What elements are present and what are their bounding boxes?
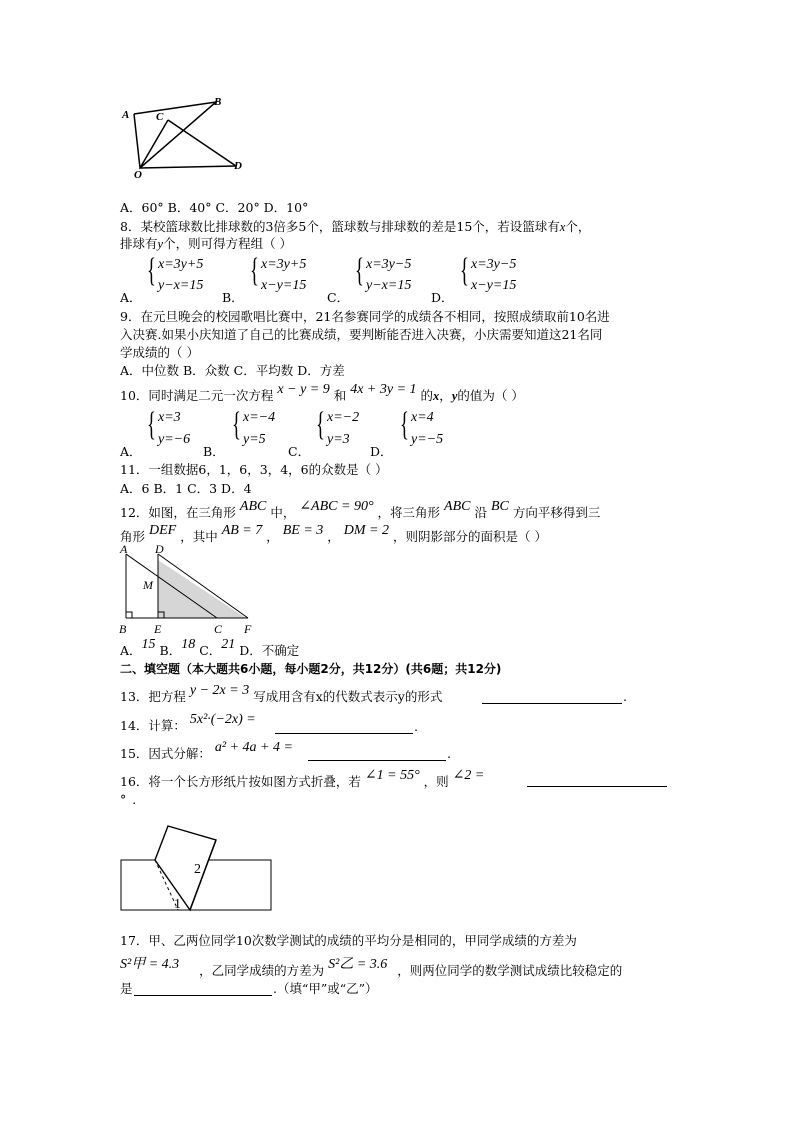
q12-sep1: ， [266,529,279,544]
q10-var-x: x [433,389,440,403]
q17-line3-post: .（填“甲”或“乙”） [273,981,378,996]
q8-text2-pre: 排球有 [120,236,158,251]
q9-line2: 入决赛.如果小庆知道了自己的比赛成绩，要判断能否进入决赛，小庆需要知道这21名同 [120,327,603,342]
q13-post: 写成用含有x的代数式表示y的形式 [253,689,443,704]
q16-line [120,768,485,791]
q10-option-c-letter: C． [288,444,311,459]
section-2-header: 二、填空题（本大题共6小题，每小题2分，共12分）(共6题；共12分) [120,662,502,676]
fig12-label-f: F [244,622,252,636]
fig12-label-a: A [120,542,128,556]
q10-eq1: x − y = 9 [277,382,330,397]
q12-line1 [120,499,601,522]
q11-options: A．6 B．1 C．3 D．4 [120,481,252,496]
q16-answer-blank[interactable] [527,786,667,787]
fig7-label-a: A [122,109,130,121]
q15-line [120,740,293,763]
q12-l1-tail: ，将三角形 [377,505,441,520]
q8-var-x: x [559,220,566,234]
q17-line1: 17．甲、乙两位同学10次数学测试的成绩的平均分是相同的，甲同学成绩的方差为 [120,933,577,948]
q14-line [120,712,256,735]
q13-eq: y − 2x = 3 [189,683,250,698]
q8-text1: 8．某校篮球数比排球数的3倍多5个，篮球数与排球数的差是15个，若设篮球有 [120,219,560,234]
q12-l1-pre: 12．如图，在三角形 [120,505,236,520]
fig12-label-e: E [154,622,162,636]
q10-option-c-eq1: x=−2 [327,410,360,425]
q8-option-d-letter: D． [431,290,454,305]
q7-options: A．60° B．40° C．20° D．10° [120,200,309,215]
q12-opt-c[interactable]: C． [199,643,222,658]
q8-line2 [120,236,292,252]
q8-option-b-letter: B． [222,290,244,305]
q12-l2-pre: 角形 [120,529,146,544]
q13-line [120,683,443,706]
q10-option-b-eq1: x=−4 [243,410,276,425]
q15-pre: 15．因式分解： [120,746,211,761]
q13-answer-blank[interactable] [482,703,622,704]
q9-line3: 学成绩的（ ） [120,345,199,360]
figure-q12-translation [116,542,266,638]
q8-option-d-eq2: x−y=15 [471,278,517,293]
q8-option-c-eq1: x=3y−5 [366,257,412,272]
q12-along: 沿 [474,505,487,520]
q10-option-c-brace: { [316,406,325,443]
q12-dm: DM = 2 [343,523,390,538]
q12-def: DEF [149,523,177,538]
figure-q7-triangles [118,96,258,182]
q10-option-c-eq2: y=3 [327,432,350,447]
q12-l1-end: 方向平移得到三 [512,505,601,520]
q12-opt-c-val: 21 [221,637,236,652]
q11-line: 11．一组数据6，1，6，3，4，6的众数是（ ） [120,462,388,477]
q17-answer-blank[interactable] [134,995,272,996]
q13-end: . [623,689,627,704]
q14-answer-blank[interactable] [275,733,413,734]
q14-expr: 5x²·(−2x) = [189,712,256,727]
q8-option-c-eq2: y−x=15 [366,278,412,293]
q10-post-pre: 的 [420,388,434,403]
q12-l1-mid: 中， [270,505,296,520]
q10-option-d-eq1: x=4 [411,410,434,425]
q8-var-y: y [157,237,164,251]
q14-pre: 14．计算： [120,718,186,733]
q16-angle2: ∠2 = [452,768,485,783]
figure-q16-folded-paper [118,820,276,915]
q12-bc: BC [490,499,509,514]
q17-s-yi: S²乙 = 3.6 [328,957,388,972]
q8-option-c-brace: { [355,252,364,289]
q16-unit [120,792,136,808]
fig12-label-c: C [214,622,223,636]
q10-option-a-eq1: x=3 [158,410,181,425]
q12-options [120,637,300,660]
fig12-label-d: D [155,542,164,556]
q12-opt-b-val: 18 [181,637,196,652]
q12-be: BE = 3 [282,523,324,538]
fig16-label-2: 2 [194,862,201,877]
q15-end: . [447,746,451,761]
q17-tail: ，则两位同学的数学测试成绩比较稳定的 [397,963,623,978]
q12-opt-a-val: 15 [141,637,156,652]
q12-abc2: ABC [444,499,471,514]
fig12-label-m: M [143,578,153,592]
q8-option-d-brace: { [460,252,469,289]
q12-opt-d[interactable]: D．不确定 [239,643,300,658]
q10-comma: ， [439,388,452,403]
q10-var-y: y [451,389,458,403]
q10-eq2: 4x + 3y = 1 [350,382,417,397]
q8-option-a-letter: A． [120,290,142,305]
q12-opt-b[interactable]: B． [159,643,182,658]
q16-pre: 16．将一个长方形纸片按如图方式折叠，若 [120,774,361,789]
fig7-label-o: O [134,169,142,181]
q16-end: . [132,792,137,807]
q12-opt-a[interactable]: A． [120,643,142,658]
fig7-label-d: D [234,160,242,172]
q15-expr: a² + 4a + 4 = [214,740,293,755]
q8-option-b-brace: { [250,252,259,289]
q12-l2-a: ，其中 [180,529,218,544]
q10-pre: 10．同时满足二元一次方程 [120,388,274,403]
q17-s-jia: S²甲 = 4.3 [120,957,180,972]
q15-answer-blank[interactable] [308,760,446,761]
q10-option-a-eq2: y=−6 [158,432,191,447]
q17-line3-pre: 是 [120,981,133,996]
q16-mid: ，则 [423,774,449,789]
q8-option-a-eq2: y−x=15 [158,278,204,293]
q10-mid: 和 [333,388,347,403]
q12-angle: ∠ABC = 90° [299,499,374,514]
q8-option-b-eq2: x−y=15 [261,278,307,293]
q10-option-b-eq2: y=5 [243,432,266,447]
q10-option-d-brace: { [400,406,409,443]
q12-abc: ABC [239,499,267,514]
fig12-label-b: B [119,622,127,636]
q10-option-b-letter: B． [203,444,225,459]
q9-options: A．中位数 B．众数 C．平均数 D．方差 [120,363,345,378]
q12-sep2: ， [327,529,340,544]
q9-line1: 9．在元旦晚会的校园歌唱比赛中，21名参赛同学的成绩各不相同，按照成绩取前10名进 [120,309,610,324]
q10-option-a-brace: { [147,406,156,443]
q8-option-c-letter: C． [327,290,350,305]
q16-degree: ° [120,792,127,807]
q10-option-a-letter: A． [120,444,142,459]
q8-option-a-brace: { [147,252,156,289]
fig7-label-b: B [214,96,222,108]
q10-option-d-letter: D． [370,444,393,459]
q10-post: 的值为（ ） [457,388,524,403]
q8-text1-tail: 个， [565,219,591,234]
q10-option-b-brace: { [232,406,241,443]
q17-line2 [120,957,623,980]
fig16-label-1: 1 [174,897,181,912]
fig7-label-c: C [156,111,164,123]
q8-line1 [120,219,590,235]
q13-pre: 13．把方程 [120,689,186,704]
q8-option-d-eq1: x=3y−5 [471,257,517,272]
q16-angle1: ∠1 = 55° [364,768,420,783]
q17-mid: ，乙同学成绩的方差为 [199,963,325,978]
q8-text2-post: 个，则可得方程组（ ） [163,236,293,251]
q10-option-d-eq2: y=−5 [411,432,444,447]
q14-end: . [414,719,418,734]
q8-option-a-eq1: x=3y+5 [158,257,204,272]
q12-l2-end: ，则阴影部分的面积是（ ） [393,529,547,544]
q10-line [120,382,524,405]
q12-ab: AB = 7 [221,523,263,538]
q8-option-b-eq1: x=3y+5 [261,257,307,272]
